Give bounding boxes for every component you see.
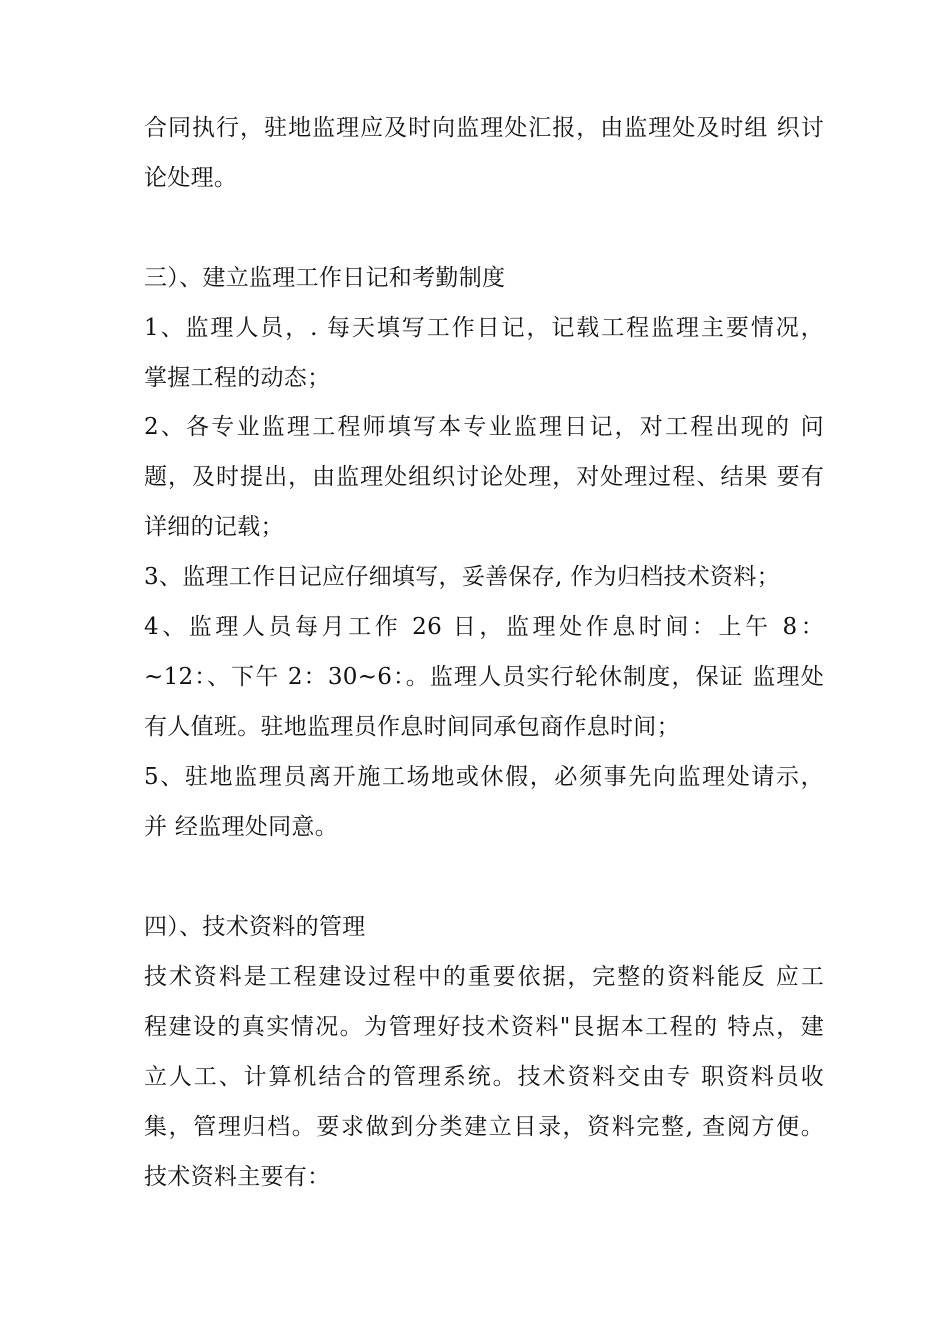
paragraph-line: 论处理。 (144, 165, 238, 191)
section-heading: 四）、技术资料的管理 (144, 914, 366, 940)
paragraph-line: 技术资料是工程建设过程中的重要依据，完整的资料能反 应工 (144, 964, 824, 990)
list-item-line: 详细的记载； (144, 514, 284, 540)
paragraph-line: 程建设的真实情况。为管理好技术资料"艮据本工程的 特点，建 (144, 1014, 824, 1040)
list-item-line: 4、监理人员每月工作 26 日，监理处作息时间：上午 8： (144, 614, 824, 640)
list-item-line: 5、驻地监理员离开施工场地或休假，必须事先向监理处请示， (144, 764, 824, 790)
section-heading: 三）、建立监理工作日记和考勤制度 (144, 265, 506, 291)
paragraph-line: 合同执行，驻地监理应及时向监理处汇报，由监理处及时组 织讨 (144, 115, 824, 141)
paragraph-line: 技术资料主要有： (144, 1164, 331, 1190)
list-item-line: 3、监理工作日记应仔细填写，妥善保存, 作为归档技术资料； (144, 564, 780, 590)
list-item-line: 掌握工程的动态； (144, 365, 331, 391)
paragraph-line: 立人工、计算机结合的管理系统。技术资料交由专 职资料员收 (144, 1064, 824, 1090)
list-item-line: 2、各专业监理工程师填写本专业监理日记，对工程出现的 问 (144, 414, 824, 440)
list-item-line: 并 经监理处同意。 (144, 814, 339, 840)
paragraph-line: 集，管理归档。要求做到分类建立目录，资料完整, 查阅方便。 (144, 1114, 824, 1140)
list-item-line: 题，及时提出，由监理处组织讨论处理，对处理过程、结果 要有 (144, 464, 824, 490)
list-item-line: 1、监理人员，. 每天填写工作日记，记载工程监理主要情况， (144, 315, 824, 341)
list-item-line: ~12：、下午 2：30~6：。监理人员实行轮休制度，保证 监理处 (144, 664, 824, 690)
list-item-line: 有人值班。驻地监理员作息时间同承包商作息时间； (144, 714, 680, 740)
